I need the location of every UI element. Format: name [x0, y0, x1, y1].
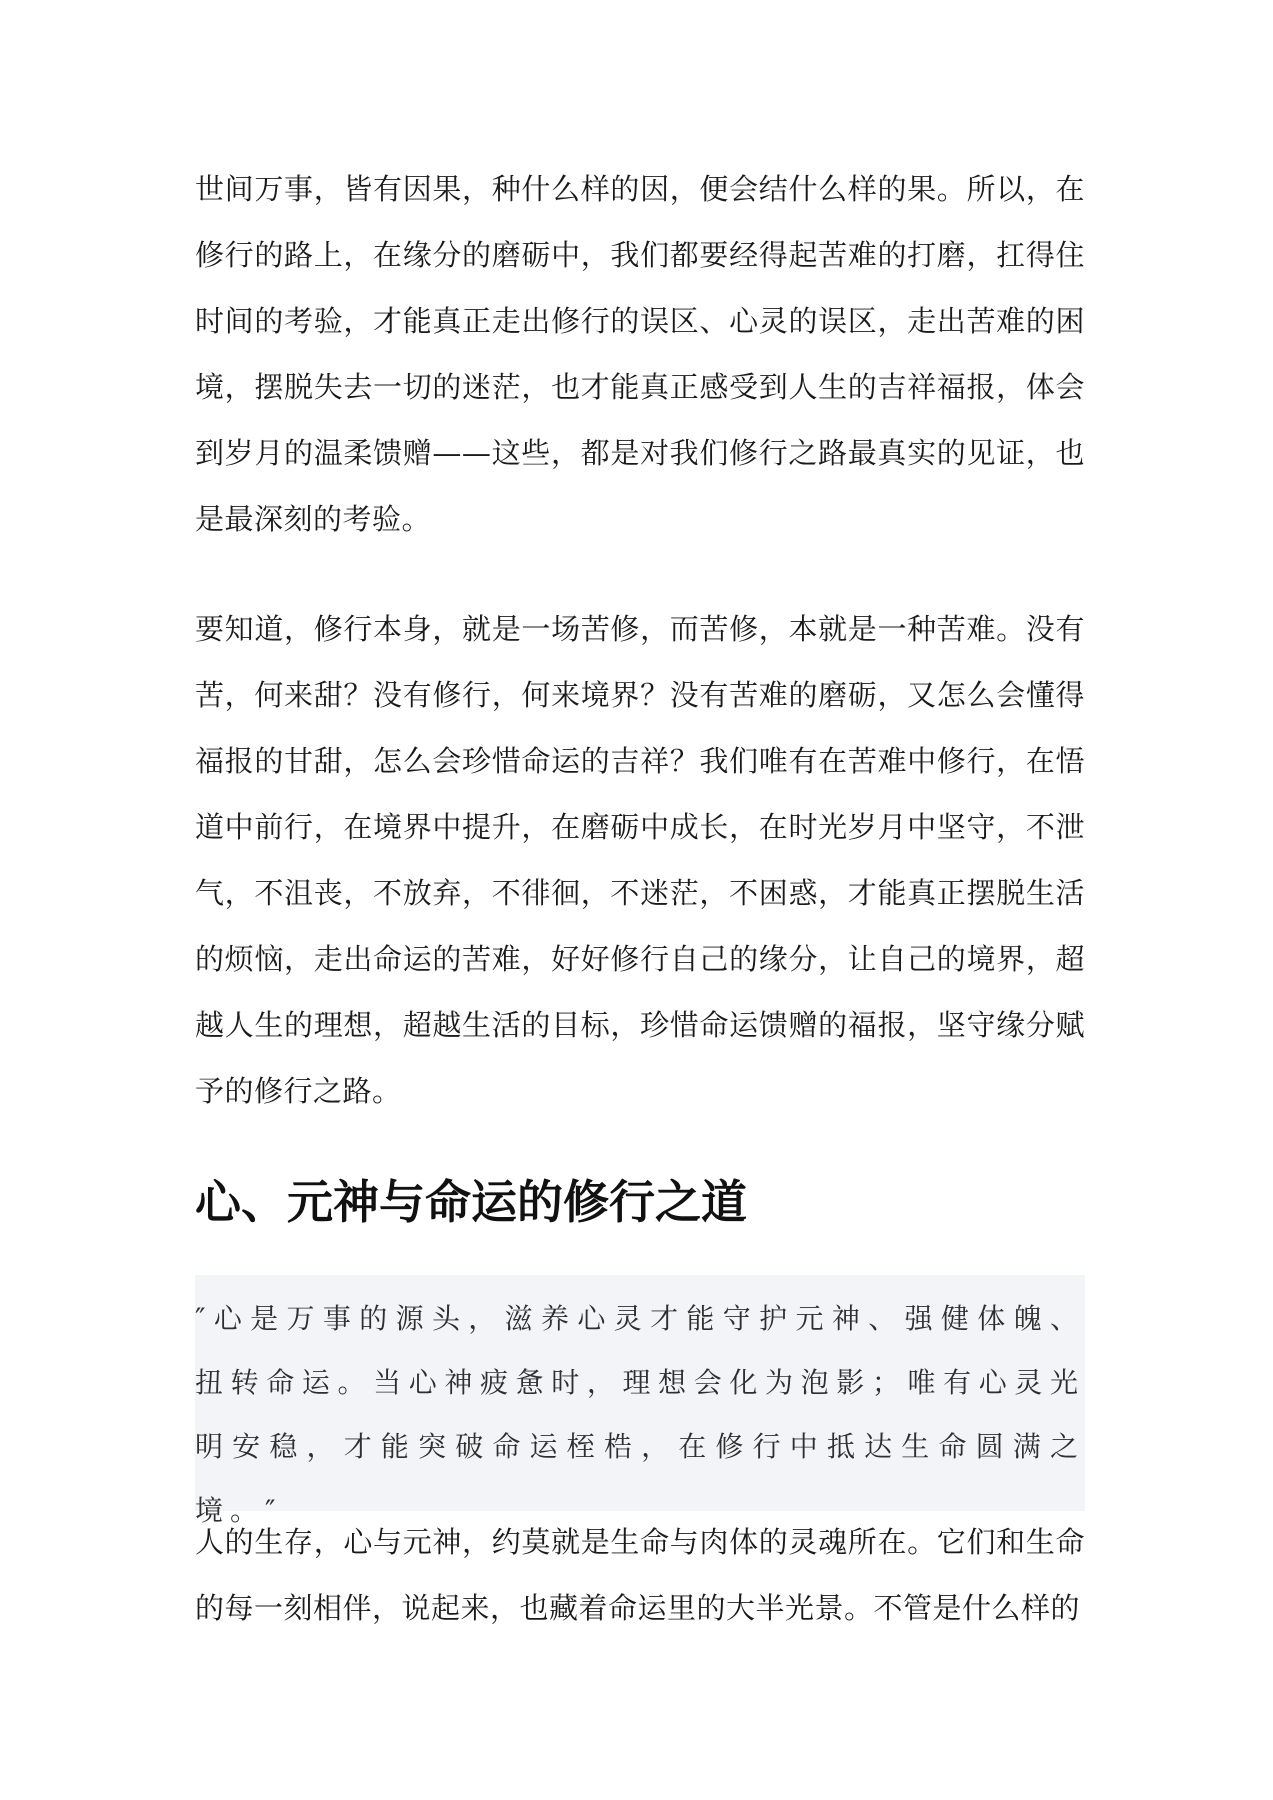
blockquote: [195, 1275, 1085, 1527]
body-paragraph-spirit: 人的生存，心与元神，约莫就是生命与肉体的灵魂所在。它们和生命的每一刻相伴，说起来，也藏着命运里的大半光景。不管是什么样的: [195, 1525, 1085, 1625]
section-heading: 心、元神与命运的修行之道: [195, 1175, 747, 1229]
body-paragraph-karma: 世间万事，皆有因果，种什么样的因，便会结什么样的果。所以，在修行的路上，在缘分的磨砺中，我们都要经得起苦难的打磨，扛得住时间的考验，才能真正走出修行的误区、心灵的误区，走出苦难的困境，摆脱失去一切的迷茫，也才能真正感受到人生的吉祥福报，体会到岁月的温柔馈赠——这些，都是对我们修行之路最真实的见证，也是最深刻的考验。: [195, 172, 1085, 536]
blockquote-text: ″心是万事的源头，滋养心灵才能守护元神、强健体魄、扭转命运。当心神疲惫时，理想会化为泡影；唯有心灵光明安稳，才能突破命运桎梏，在修行中抵达生命圆满之境。″: [195, 1302, 1085, 1527]
body-paragraph-hardship: 要知道，修行本身，就是一场苦修，而苦修，本就是一种苦难。没有苦，何来甜？没有修行，何来境界？没有苦难的磨砺，又怎么会懂得福报的甘甜，怎么会珍惜命运的吉祥？我们唯有在苦难中修行，在悟道中前行，在境界中提升，在磨砺中成长，在时光岁月中坚守，不泄气，不沮丧，不放弃，不徘徊，不迷茫，不困惑，才能真正摆脱生活的烦恼，走出命运的苦难，好好修行自己的缘分，让自己的境界，超越人生的理想，超越生活的目标，珍惜命运馈赠的福报，坚守缘分赋予的修行之路。: [195, 612, 1085, 1108]
